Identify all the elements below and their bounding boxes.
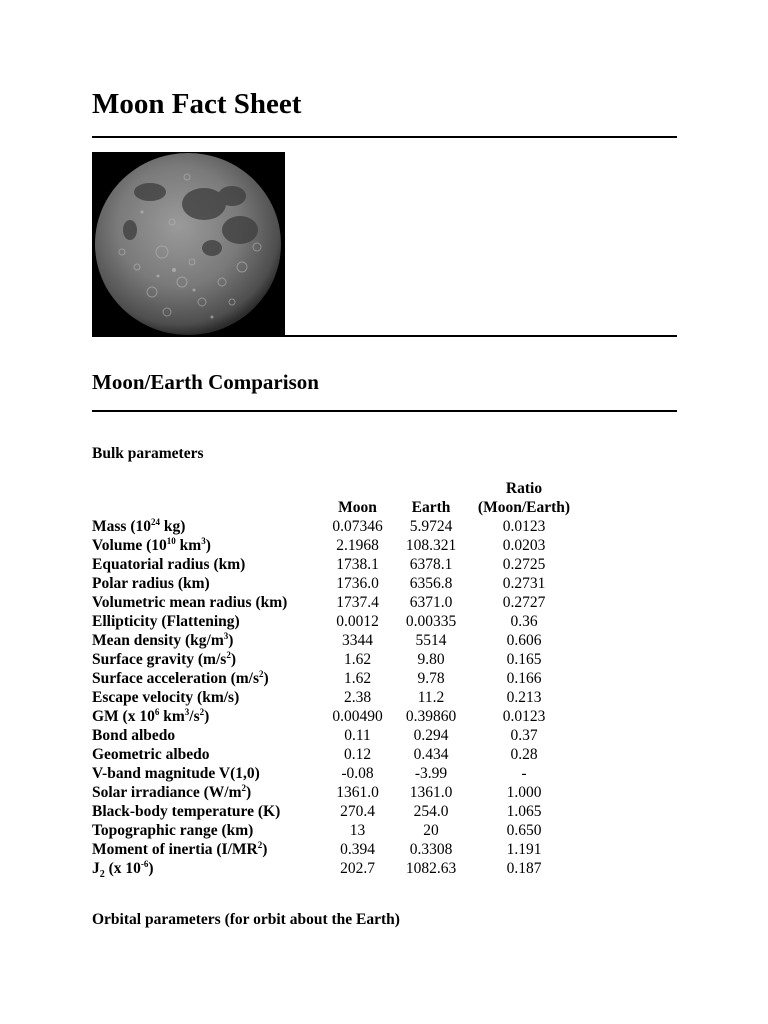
cell-moon: 1737.4 [336,594,379,611]
cell-earth: 0.3308 [409,841,453,858]
table-row [92,593,575,612]
page-title: Moon Fact Sheet [92,88,302,120]
bulk-parameters-table [92,479,575,881]
row-label [92,555,326,574]
cell-earth: 0.39860 [405,708,457,725]
row-label [92,688,326,707]
row-label [92,802,326,821]
cell-earth: -3.99 [414,765,448,782]
table-row [92,555,575,574]
row-label [92,593,326,612]
row-label-sup: 2 [226,650,231,660]
row-label-label: Polar radius (km) [92,575,210,592]
table-row [92,859,575,878]
table-row [92,650,575,669]
row-label-label: Escape velocity (km/s) [92,689,240,706]
row-label-suffix3: ) [204,708,210,725]
cell-moon: 2.38 [343,689,372,706]
cell-ratio: 0.606 [506,632,542,649]
table-row [92,669,575,688]
row-label-sup: 24 [150,517,160,527]
row-label [92,859,326,881]
row-label-label: Equatorial radius (km) [92,556,246,573]
row-label [92,821,326,840]
row-label-label: Ellipticity (Flattening) [92,613,240,630]
cell-moon: 0.11 [344,727,371,744]
row-label-sup: 2 [241,783,247,793]
row-label-label: Volume (10 [92,537,167,554]
row-label-sup: 6 [154,707,160,717]
section-title: Moon/Earth Comparison [92,370,319,394]
row-label [92,783,326,802]
row-label-label: Surface gravity (m/s [92,651,227,668]
table-row [92,688,575,707]
cell-earth: 5.9724 [409,518,453,535]
cell-earth: 20 [423,822,439,839]
cell-moon: 1.62 [343,670,372,687]
header-ratio: Ratio [505,480,543,497]
cell-ratio: 0.28 [510,746,538,763]
row-label-suffix: km [175,537,202,554]
row-label-label: J [92,860,100,877]
orbital-parameters-heading: Orbital parameters (for orbit about the Earth) [92,911,400,928]
row-label-label: Black-body temperature (K) [92,803,281,820]
cell-moon: 0.394 [340,841,375,858]
row-label-suffix: ) [263,670,269,687]
row-label-sup3: 2 [199,707,205,717]
row-label [92,669,326,688]
cell-moon: 1.62 [343,651,372,668]
row-label-suffix2: ) [205,537,211,554]
cell-ratio: 0.0123 [502,518,546,535]
cell-moon: 270.4 [340,803,375,820]
table-row [92,631,575,650]
cell-moon: 0.12 [343,746,372,763]
cell-earth: 108.321 [405,537,457,554]
cell-moon: 1361.0 [336,784,379,801]
cell-ratio: 0.2727 [502,594,546,611]
row-label-sub: 2 [99,869,105,881]
cell-moon: -0.08 [341,765,374,782]
divider-image [92,335,677,337]
cell-ratio: - [521,765,527,782]
cell-moon: 0.00490 [332,708,383,725]
header-ratio-sub: (Moon/Earth) [477,499,571,516]
cell-ratio: 0.37 [510,727,538,744]
cell-earth: 9.80 [417,651,445,668]
cell-moon: 13 [349,822,366,839]
cell-ratio: 1.000 [506,784,542,801]
row-label [92,574,326,593]
cell-moon: 0.0012 [336,613,379,630]
row-label [92,707,326,726]
cell-ratio: 0.36 [510,613,538,630]
cell-earth: 9.78 [417,670,445,687]
row-label-suffix: (x 10 [104,860,141,877]
row-label [92,536,326,555]
row-label-label: Solar irradiance (W/m [92,784,242,801]
row-label-label: Surface acceleration (m/s [92,670,259,687]
row-label [92,745,326,764]
cell-moon: 2.1968 [336,537,379,554]
cell-ratio: 0.0203 [502,537,546,554]
row-label [92,650,326,669]
cell-ratio: 0.166 [506,670,542,687]
table-header-row-1 [92,479,575,498]
table-row [92,802,575,821]
row-label [92,726,326,745]
row-label-sup2: -6 [140,859,149,869]
cell-ratio: 0.2731 [502,575,546,592]
cell-earth: 0.294 [413,727,449,744]
cell-ratio: 0.187 [506,860,542,877]
row-label-suffix: ) [230,651,236,668]
cell-earth: 0.434 [413,746,449,763]
header-moon: Moon [338,499,377,516]
table-row [92,517,575,536]
row-label-label: Volumetric mean radius (km) [92,594,288,611]
row-label [92,840,326,859]
row-label [92,612,326,631]
row-label-sup: 10 [166,536,176,546]
cell-ratio: 0.213 [506,689,542,706]
cell-earth: 6356.8 [409,575,453,592]
row-label-label: GM (x 10 [92,708,155,725]
row-label-suffix2: /s [189,708,200,725]
cell-ratio: 1.065 [506,803,542,820]
table-row [92,783,575,802]
row-label-label: Mean density (kg/m [92,632,224,649]
row-label [92,764,326,783]
row-label-sup: 2 [257,840,263,850]
row-label-label: Bond albedo [92,727,176,744]
row-label-suffix: kg) [159,518,186,535]
row-label-suffix: ) [246,784,252,801]
cell-ratio: 1.191 [506,841,542,858]
cell-ratio: 0.650 [506,822,542,839]
row-label-suffix: km [159,708,185,725]
cell-earth: 5514 [415,632,447,649]
cell-moon: 3344 [342,632,373,649]
cell-moon: 0.07346 [332,518,383,535]
table-row [92,726,575,745]
row-label [92,517,326,536]
row-label-label: Mass (10 [92,518,151,535]
row-label-sup2: 3 [184,707,190,717]
table-row [92,821,575,840]
cell-earth: 6371.0 [409,594,453,611]
table-row [92,764,575,783]
row-label-label: V-band magnitude V(1,0) [92,765,260,782]
row-label-suffix: ) [228,632,234,649]
bulk-parameters-heading: Bulk parameters [92,445,204,462]
table-row [92,840,575,859]
table-header-row-2 [92,498,575,517]
table-row [92,745,575,764]
row-label-sup2: 3 [201,536,206,546]
row-label-label: Geometric albedo [92,746,210,763]
cell-earth: 6378.1 [409,556,453,573]
row-label [92,631,326,650]
table-row [92,574,575,593]
table-row [92,612,575,631]
row-label-label: Topographic range (km) [92,822,254,839]
cell-moon: 1736.0 [336,575,379,592]
cell-ratio: 0.2725 [502,556,546,573]
divider-section [92,410,677,412]
moon-image [92,152,285,336]
row-label-suffix2: ) [148,860,154,877]
cell-earth: 1361.0 [409,784,453,801]
cell-earth: 0.00335 [405,613,457,630]
table-row [92,707,575,726]
cell-ratio: 0.165 [506,651,542,668]
table-row [92,536,575,555]
row-label-suffix: ) [262,841,268,858]
cell-earth: 1082.63 [405,860,457,877]
row-label-sup: 3 [223,631,229,641]
row-label-label: Moment of inertia (I/MR [92,841,258,858]
cell-earth: 254.0 [413,803,449,820]
divider-top [92,136,677,138]
cell-earth: 11.2 [417,689,445,706]
cell-ratio: 0.0123 [502,708,546,725]
cell-moon: 202.7 [340,860,375,877]
row-label-sup: 2 [259,669,264,679]
header-earth: Earth [411,499,451,516]
cell-moon: 1738.1 [336,556,379,573]
